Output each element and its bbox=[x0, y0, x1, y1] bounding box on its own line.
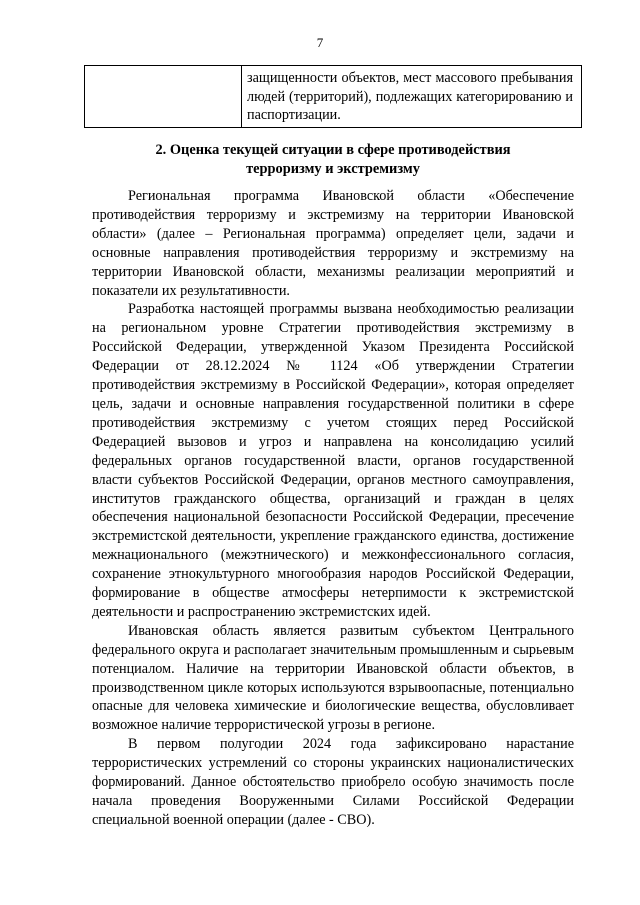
table-fragment bbox=[84, 65, 582, 128]
paragraph-regional-program: Региональная программа Ивановской области «Обеспечение противодействия терроризму и экстремизму на территории Ивановской области» (далее – Региональная программа) определяет цели, задачи и основные направления противодействия терроризму и экстремизму на территории Ивановской области, механизмы реализации мероприятий и показатели их результативности. bbox=[92, 188, 574, 299]
paragraph-strategy: Разработка настоящей программы вызвана необходимостью реализации на региональном уровне Стратегии противодействия экстремизму в Российской Федерации, утвержденной Указом Президента Российской Федерации от 28.12.2024 № 1124 «Об утверждении Стратегии противодействия экстремизму в Российской Федерации», которая определяет цель, задачи и основные направления государственной политики в сфере противодействия экстремизму с учетом стоящих перед Российской Федерацией вызовов и угроз и направлена на консолидацию усилий федеральных органов государственной власти, органов государственной власти субъектов Российской Федерации, органов местного самоуправления, институтов гражданского общества, организаций и граждан в целях обеспечения национальной безопасности Российской Федерации, пресечение экстремистской деятельности, укрепление гражданского единства, достижение межнационального (межэтнического) и межконфессионального согласия, сохранение этнокультурного многообразия народов Российской Федерации, формирование в обществе атмосферы нетерпимости к экстремистской деятельности и распространению экстремистских идей. bbox=[92, 301, 574, 620]
table-cell-left bbox=[85, 66, 242, 128]
table-cell-right: защищенности объектов, мест массового пребывания людей (территорий), подлежащих категорированию и паспортизации. bbox=[242, 66, 582, 128]
section-heading bbox=[84, 141, 582, 179]
paragraph-threats-2024: В первом полугодии 2024 года зафиксировано нарастание террористических устремлений со стороны украинских националистических формирований. Данное обстоятельство приобрело особую значимость после начала проведения Вооруженными Силами Российской Федерации специальной военной операции (далее - СВО). bbox=[92, 736, 574, 828]
paragraph-region-potential: Ивановская область является развитым субъектом Центрального федерального округа и располагает значительным промышленным и сырьевым потенциалом. Наличие на территории Ивановской области объектов, в производственном цикле которых используются взрывоопасные, потенциально опасные для человека химические и биологические вещества, обусловливает возможное наличие террористической угрозы в регионе. bbox=[92, 622, 574, 734]
section-heading-line1: 2. Оценка текущей ситуации в сфере противодействия bbox=[155, 142, 511, 158]
table-row bbox=[85, 66, 582, 128]
body-text bbox=[92, 187, 574, 830]
section-heading-line2: терроризму и экстремизму bbox=[246, 161, 420, 177]
page-number: 7 bbox=[316, 35, 324, 50]
